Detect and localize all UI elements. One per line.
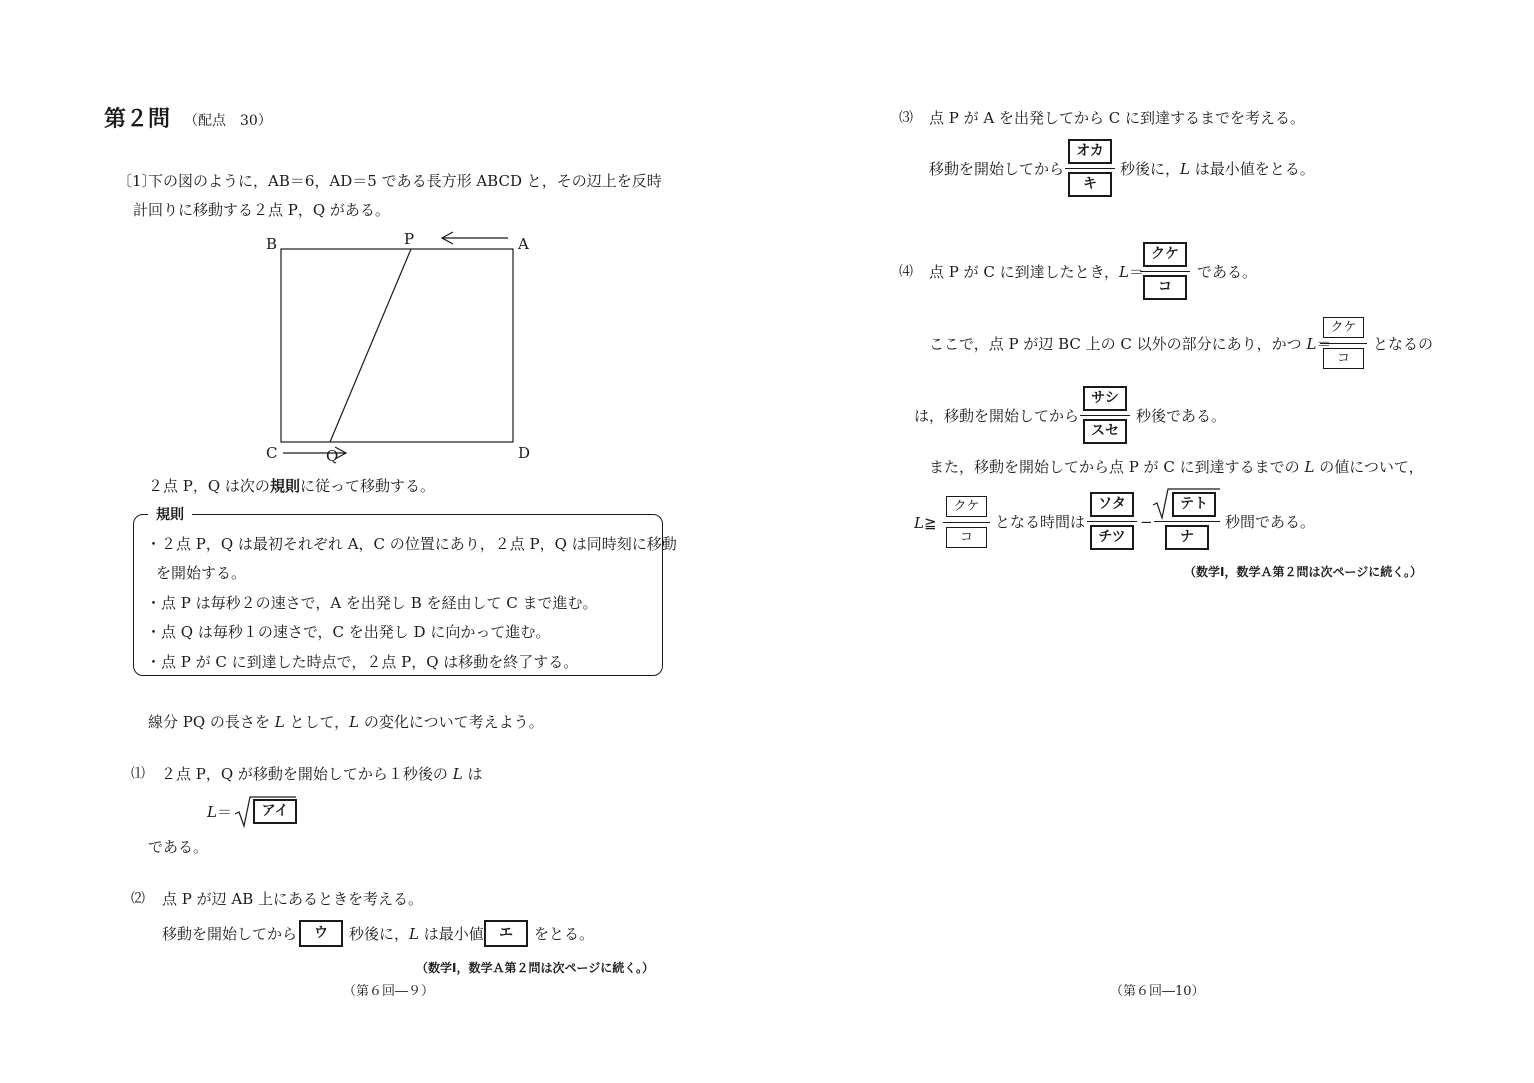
q3-line-post: は最小値をとる。	[1194, 160, 1315, 178]
q1-var: L	[452, 765, 463, 783]
answer-box-ki: キ	[1068, 172, 1112, 197]
q4-p2-sign: ＝	[1316, 335, 1332, 353]
rule-4: ・点 P が C に到達した時点で，２点 P，Q は移動を終了する。	[146, 653, 579, 671]
rules-intro-pre: ２点 P，Q は次の	[148, 477, 270, 495]
label-p: P	[404, 230, 415, 248]
q4-p2-text: ここで，点 P が辺 BC 上の C 以外の部分にあり，かつ	[929, 335, 1302, 353]
q4-p4-var: L	[1304, 458, 1315, 476]
q4-p2-pre	[929, 334, 1331, 354]
fraction-bar	[1320, 343, 1367, 344]
fraction-bar	[1080, 415, 1130, 416]
rule-3: ・点 Q は毎秒１の速さで，C を出発し D に向かって進む。	[146, 623, 551, 641]
label-b: B	[266, 235, 278, 253]
q2-var: L	[409, 925, 419, 943]
q4-p4	[929, 457, 1424, 477]
rectangle-abcd	[281, 249, 513, 442]
rectangle-figure	[250, 225, 540, 470]
q1-eq-lhs	[207, 802, 232, 822]
q1-text-post: は	[467, 765, 483, 783]
intro-line-2: 計回りに移動する２点 P，Q がある。	[133, 201, 390, 219]
answer-box-sota: ソタ	[1090, 492, 1134, 517]
q2-text: 点 P が辺 AB 上にあるときを考える。	[162, 890, 424, 908]
q1-end: である。	[148, 838, 209, 856]
q2-line-post: をとる。	[534, 925, 595, 943]
answer-box-ai: アイ	[253, 799, 297, 824]
q3-var: L	[1180, 160, 1190, 178]
fraction-bar	[943, 522, 990, 523]
page-number-right: （第６回―10）	[1110, 984, 1205, 999]
rules-title: 規則	[148, 505, 192, 525]
q2-line-mid1: 秒後に，	[349, 925, 410, 943]
problem-title: 第２問	[104, 107, 171, 132]
points-label: （配点 30）	[184, 113, 272, 129]
q2-line-pre: 移動を開始してから	[162, 925, 298, 943]
q4-text	[929, 262, 1144, 282]
q3-text: 点 P が A を出発してから C に到達するまでを考える。	[929, 109, 1306, 127]
consider-pre: 線分 PQ の長さを	[148, 713, 270, 731]
consider-var-1: L	[274, 713, 285, 731]
intro-line-1: 下の図のように，AB＝6，AD＝5 である長方形 ABCD と，その辺上を反時	[148, 172, 662, 190]
answer-box-ko: コ	[1143, 275, 1187, 300]
reference-box-kuke: クケ	[1323, 317, 1364, 338]
q4-p3-post: 秒後である。	[1136, 407, 1227, 425]
label-a: A	[518, 235, 529, 253]
q4-var: L	[1119, 263, 1130, 281]
page-number-left: （第６回―９）	[343, 984, 435, 999]
rule-2: ・点 P は毎秒２の速さで，A を出発し B を経由して C まで進む。	[146, 594, 598, 612]
answer-box-na: ナ	[1165, 525, 1209, 550]
fraction-bar	[1065, 168, 1115, 169]
q3-line-pre: 移動を開始してから	[929, 160, 1065, 178]
reference-box-ko: コ	[1323, 348, 1364, 369]
consider-mid: として，	[289, 713, 350, 731]
q2-number: ⑵	[131, 891, 145, 907]
q1-text	[161, 764, 482, 784]
q3-line-rest	[1120, 159, 1315, 179]
rules-intro-bold: 規則	[269, 477, 300, 495]
q4-p5-sign: ≧	[923, 514, 937, 532]
reference-box-kuke-2: クケ	[946, 496, 987, 517]
label-d: D	[518, 444, 531, 462]
fraction-bar	[1087, 521, 1137, 522]
continue-note-right: （数学Ⅰ，数学Ａ第２問は次ページに続く。）	[1184, 565, 1422, 579]
q3-number: ⑶	[899, 110, 913, 126]
consider-post: の変化について考えよう。	[363, 713, 544, 731]
q4-p5-mid: となる時間は	[995, 513, 1086, 531]
q3-line-mid: 秒後に，	[1120, 160, 1181, 178]
answer-box-suse: スセ	[1083, 419, 1127, 444]
answer-box-sashi: サシ	[1083, 386, 1127, 411]
q4-eq-sign: ＝	[1129, 263, 1145, 281]
reference-box-ko-2: コ	[946, 527, 987, 548]
q2-line-mid	[349, 924, 484, 944]
q4-text-pre: 点 P が C に到達したとき，	[929, 263, 1120, 281]
q4-p5-post: 秒間である。	[1225, 513, 1316, 531]
segment-pq	[330, 249, 411, 442]
answer-box-oka: オカ	[1068, 139, 1112, 164]
q1-number: ⑴	[131, 766, 145, 782]
q2-line-mid2: は最小値	[423, 925, 484, 943]
q4-p2-post: となるの	[1373, 335, 1434, 353]
q4-p5-minus: −	[1140, 513, 1153, 531]
q4-text-post: である。	[1197, 263, 1258, 281]
q4-number: ⑷	[899, 264, 913, 280]
label-q: Q	[326, 447, 339, 465]
q1-eq-sign: ＝	[216, 803, 232, 821]
consider-var-2: L	[349, 713, 360, 731]
q4-p4-post: の値について，	[1319, 458, 1424, 476]
rule-1b: を開始する。	[156, 564, 247, 582]
q4-p3-pre: は，移動を開始してから	[914, 407, 1080, 425]
rules-intro	[148, 476, 435, 496]
answer-box-e: エ	[484, 920, 528, 947]
section-marker: 〔1〕	[117, 172, 157, 190]
answer-box-teto: テト	[1172, 492, 1216, 517]
label-c: C	[266, 444, 278, 462]
answer-box-chitsu: チツ	[1090, 525, 1134, 550]
q4-p5-lhs	[914, 513, 937, 533]
q4-p5-var: L	[914, 514, 924, 532]
fraction-bar	[1154, 521, 1220, 522]
q4-p4-pre: また，移動を開始してから点 P が C に到達するまでの	[929, 458, 1300, 476]
arrow-p-icon	[442, 232, 508, 244]
q4-p2-var: L	[1306, 335, 1317, 353]
rule-1a: ・２点 P，Q は最初それぞれ A，C の位置にあり，２点 P，Q は同時刻に移動	[146, 535, 677, 553]
answer-box-kuke: クケ	[1143, 242, 1187, 267]
rules-intro-post: に従って移動する。	[299, 477, 435, 495]
continue-note-left: （数学Ⅰ，数学Ａ第２問は次ページに続く。）	[416, 961, 654, 975]
q1-text-pre: ２点 P，Q が移動を開始してから１秒後の	[161, 765, 448, 783]
answer-box-u: ウ	[299, 920, 343, 947]
q1-eq-var: L	[207, 803, 217, 821]
fraction-bar	[1140, 271, 1190, 272]
consider-line	[148, 712, 544, 732]
